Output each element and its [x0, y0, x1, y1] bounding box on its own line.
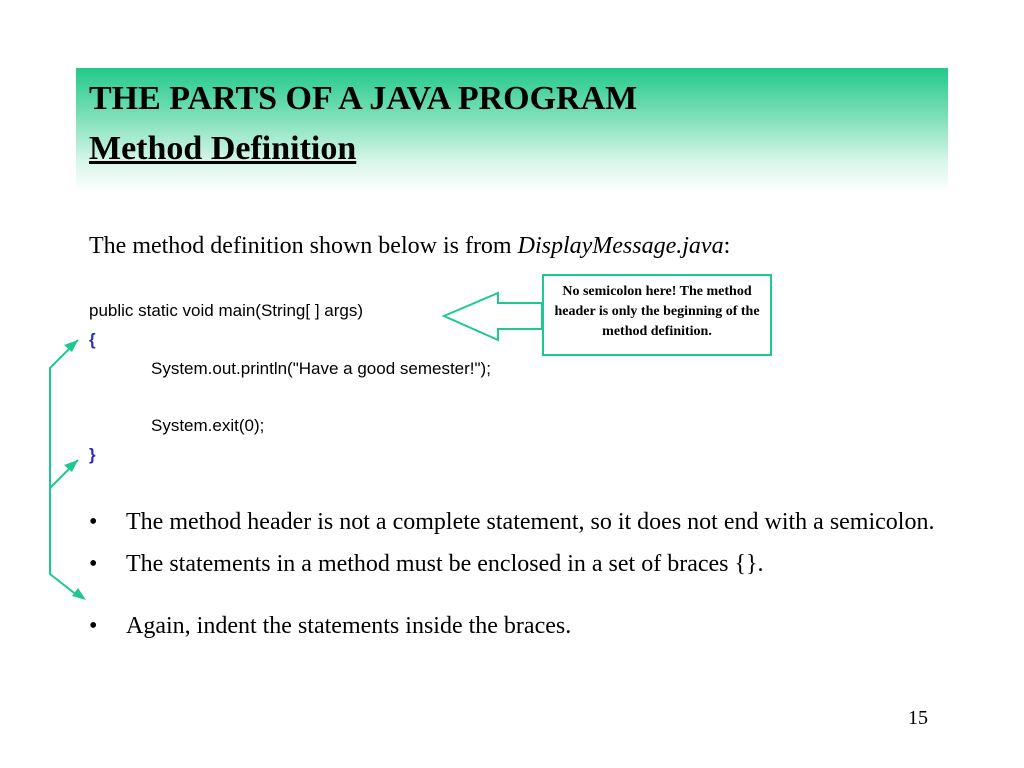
slide-subtitle: Method Definition: [89, 130, 357, 167]
bullet-marker: •: [89, 613, 98, 639]
bullet-text: The statements in a method must be enclosed in a set of braces {}.: [126, 551, 764, 577]
page-number: 15: [908, 707, 928, 729]
slide-title: THE PARTS OF A JAVA PROGRAM: [89, 80, 638, 117]
callout-arrow-icon: [444, 293, 542, 340]
bullet-text: Again, indent the statements inside the braces.: [126, 613, 572, 639]
bullet-list: [89, 506, 949, 642]
bullet-text: The method header is not a complete statement, so it does not end with a semicolon.: [126, 509, 935, 535]
arrow-to-close-brace-icon: [64, 460, 78, 472]
code-close-brace: }: [89, 445, 96, 464]
intro-prefix: The method definition shown below is from: [89, 233, 518, 259]
semicolon-callout: No semicolon here! The method header is only the beginning of the method definition.: [542, 274, 772, 356]
bullet-item: [89, 506, 949, 538]
bullet-item: [89, 610, 949, 642]
bullet-marker: •: [89, 509, 98, 535]
code-println-line: System.out.println("Have a good semester!");: [151, 359, 491, 378]
arrow-to-open-brace-icon: [64, 340, 78, 352]
bullet-item: [89, 548, 949, 580]
code-open-brace: {: [89, 330, 96, 349]
intro-suffix: :: [723, 233, 731, 259]
bullet-marker: •: [89, 551, 98, 577]
intro-filename: DisplayMessage.java: [517, 233, 724, 259]
code-exit-line: System.exit(0);: [151, 416, 265, 435]
arrow-to-braces-bullet-icon: [72, 588, 86, 600]
code-method-header: public static void main(String[ ] args): [89, 301, 363, 320]
